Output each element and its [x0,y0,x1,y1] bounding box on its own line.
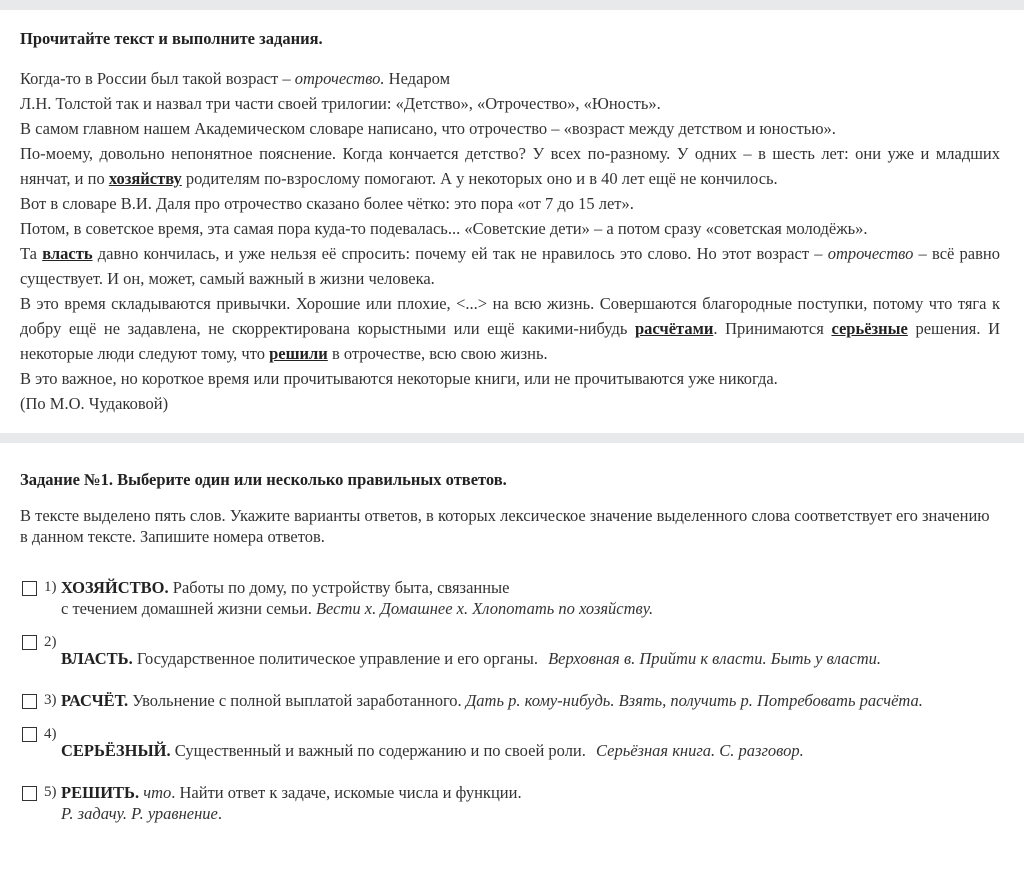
italic-word: отрочество [827,244,914,263]
paragraph: Л.Н. Толстой так и назвал три части своей трилогии: «Детство», «Отрочество», «Юность». [20,94,661,113]
text-run: давно кончилась, и уже нельзя её спросить: почему ей так не нравилось это слово. Но этот возраст – [92,244,828,263]
answer-option-1 [20,577,1000,619]
answer-option-5 [20,782,1000,824]
reading-section [0,28,1024,416]
option-number: 1) [44,579,57,595]
option-definition: Существенный и важный по содержанию и по своей роли. [174,741,586,760]
option-body [61,640,1000,669]
option-number: 2) [44,634,57,650]
checkbox-option-1[interactable] [22,581,37,596]
option-number: 3) [44,692,57,708]
keyword-khozyaystvo: хозяйству [108,169,182,188]
answer-option-3 [20,690,1000,711]
task-description-line: в данном тексте. Запишите номера ответов. [20,527,325,546]
source-attribution: (По М.О. Чудаковой) [20,394,169,413]
option-body [61,577,1000,619]
paragraph: В это важное, но короткое время или прочитываются некоторые книги, или не прочитываются уже никогда. [20,369,778,388]
answer-option-2 [20,634,1000,669]
checkbox-option-3[interactable] [22,694,37,709]
option-grammar-note: что [143,783,172,802]
option-definition: Работы по дому, по устройству быта, связанные [172,578,510,597]
option-word: ВЛАСТЬ. [61,649,133,668]
answer-options [20,577,1000,824]
task-heading: Задание №1. Выберите один или несколько правильных ответов. [20,470,507,489]
keyword-seryoznye: серьёзные [831,319,908,338]
keyword-vlast: власть [42,244,93,263]
keyword-reshili: решили [269,344,328,363]
option-word: СЕРЬЁЗНЫЙ. [61,741,171,760]
reading-text [20,66,1000,416]
option-examples: Вести х. Домашнее х. Хлопотать по хозяйству. [315,599,654,618]
option-word: РАСЧЁТ. [61,691,129,710]
section-divider [0,433,1024,443]
text-run: По-моему, довольно непонятное пояснение. Когда кончается детство? У всех по-разному. У одних – в шесть лет: они уже и младших нянчат, и по [20,144,1000,188]
paragraph [20,241,1000,291]
text-run: Когда-то в России был такой возраст – [20,69,295,88]
keyword-raschetami: расчётами [635,319,714,338]
italic-word: отрочество. [294,69,385,88]
paragraph: В самом главном нашем Академическом словаре написано, что отрочество – «возраст между детством и юностью». [20,119,836,138]
text-run: в отрочестве, всю свою жизнь. [327,344,548,363]
checkbox-option-2[interactable] [22,635,37,650]
text-run: В это время складываются привычки. Хорошие или плохие, <...> на всю жизнь. Совершаются благородные поступки, потому что тяга к добру ещё не задавлена, не скорректирована корыстными или ещё какими-нибудь [20,294,1000,338]
text-run: Недаром [384,69,451,88]
top-divider [0,0,1024,10]
paragraph [20,66,1000,91]
option-body [61,782,1000,824]
option-examples: Р. задачу. Р. уравнение [61,804,218,823]
option-definition: Увольнение с полной выплатой заработанного. [132,691,462,710]
option-body [61,732,1000,761]
option-definition: с течением домашней жизни семьи. [61,599,312,618]
checkbox-option-4[interactable] [22,727,37,742]
answer-option-4 [20,726,1000,761]
reading-heading: Прочитайте текст и выполните задания. [20,29,323,48]
option-word: РЕШИТЬ. [61,783,140,802]
option-number: 5) [44,784,57,800]
option-definition: . Найти ответ к задаче, искомые числа и функции. [171,783,522,802]
option-body [61,690,1000,711]
option-punctuation: . [217,804,222,823]
paragraph: Вот в словаре В.И. Даля про отрочество сказано более чётко: это пора «от 7 до 15 лет». [20,194,634,213]
option-examples: Верховная в. Прийти к власти. Быть у власти. [548,649,882,668]
paragraph: Потом, в советское время, эта самая пора куда-то подевалась... «Советские дети» – а потом сразу «советская молодёжь». [20,219,868,238]
option-definition: Государственное политическое управление и его органы. [136,649,538,668]
text-run: . Принимаются [713,319,832,338]
option-examples: Дать р. кому-нибудь. Взять, получить р. Потребовать расчёта. [465,691,923,710]
option-word: ХОЗЯЙСТВО. [61,578,169,597]
task-description [20,505,1000,547]
option-number: 4) [44,726,57,742]
checkbox-option-5[interactable] [22,786,37,801]
text-run: Та [20,244,43,263]
text-run: решения. И некоторые люди следуют тому, что [20,319,1000,363]
paragraph [20,291,1000,366]
text-run: родителям по-взрослому помогают. А у некоторых оно и в 40 лет ещё не кончилось. [181,169,778,188]
text-run: – всё равно существует. И он, может, самый важный в жизни человека. [20,244,1000,288]
task-section [0,469,1024,824]
task-description-line: В тексте выделено пять слов. Укажите варианты ответов, в которых лексическое значение выделенного слова соответствует его значению [20,506,990,525]
paragraph [20,141,1000,191]
option-examples: Серьёзная книга. С. разговор. [596,741,804,760]
